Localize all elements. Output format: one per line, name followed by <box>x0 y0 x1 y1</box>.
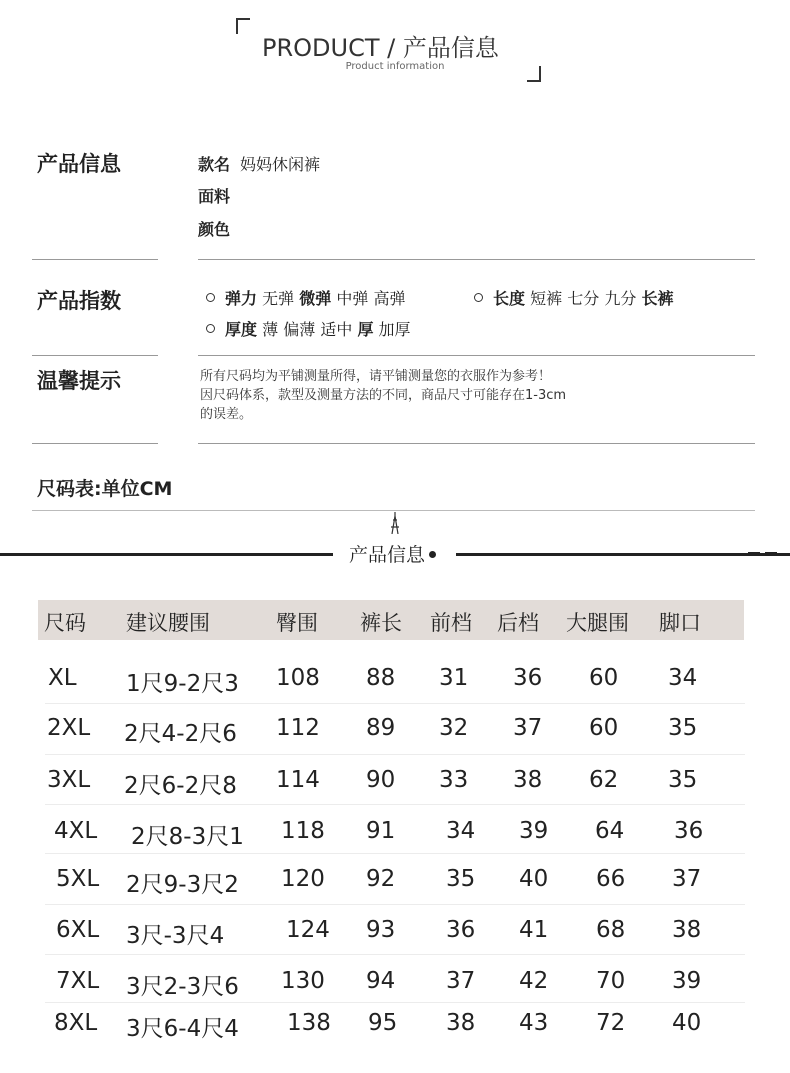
table-cell: 35 <box>668 767 698 793</box>
row-divider <box>45 853 745 854</box>
table-cell: 2尺8-3尺1 <box>131 824 244 850</box>
table-cell: 118 <box>281 818 325 844</box>
table-cell: 37 <box>446 968 476 994</box>
table-cell: 38 <box>446 1010 476 1036</box>
table-cell: 94 <box>366 968 396 994</box>
table-cell: 64 <box>595 818 625 844</box>
table-cell: 92 <box>366 866 396 892</box>
divider <box>32 510 755 511</box>
length-option: 九分 <box>604 289 637 308</box>
size-cell: 8XL <box>54 1010 98 1036</box>
header-title: PRODUCT / 产品信息 <box>262 34 499 62</box>
length-option-selected: 长裤 <box>641 289 674 308</box>
divider <box>198 259 755 260</box>
table-cell: 38 <box>513 767 543 793</box>
table-cell: 42 <box>519 968 549 994</box>
size-cell: XL <box>48 665 77 691</box>
table-cell: 93 <box>366 917 396 943</box>
table-cell: 36 <box>674 818 704 844</box>
table-cell: 38 <box>672 917 702 943</box>
table-cell: 1尺9-2尺3 <box>126 671 239 697</box>
length-index <box>474 286 673 309</box>
bullet-icon <box>206 324 215 333</box>
table-cell: 2尺6-2尺8 <box>124 773 237 799</box>
column-header: 后档 <box>497 611 539 635</box>
table-cell: 124 <box>286 917 330 943</box>
size-cell: 6XL <box>56 917 100 943</box>
divider <box>32 259 158 260</box>
table-cell: 2尺4-2尺6 <box>124 721 237 747</box>
table-cell: 37 <box>513 715 543 741</box>
table-cell: 70 <box>596 968 626 994</box>
banner-dot <box>429 551 436 558</box>
column-header: 大腿围 <box>566 611 629 635</box>
table-cell: 40 <box>519 866 549 892</box>
table-cell: 68 <box>596 917 626 943</box>
banner-dash <box>748 552 760 554</box>
thickness-option: 加厚 <box>378 320 411 339</box>
row-divider <box>45 754 745 755</box>
table-cell: 35 <box>446 866 476 892</box>
table-cell: 88 <box>366 665 396 691</box>
elastic-option: 中弹 <box>336 289 369 308</box>
divider <box>32 443 158 444</box>
table-cell: 41 <box>519 917 549 943</box>
eiffel-tower-icon <box>388 512 402 534</box>
field-color <box>198 217 240 240</box>
thickness-option: 薄 <box>262 320 279 339</box>
row-divider <box>45 1002 745 1003</box>
elastic-option-selected: 微弹 <box>299 289 332 308</box>
divider <box>198 443 755 444</box>
table-cell: 60 <box>589 665 619 691</box>
column-header: 建议腰围 <box>126 611 210 635</box>
table-cell: 62 <box>589 767 619 793</box>
banner-title: 产品信息 <box>349 544 426 566</box>
table-cell: 36 <box>446 917 476 943</box>
field-label: 款名 <box>198 155 231 174</box>
size-cell: 5XL <box>56 866 100 892</box>
column-header: 尺码 <box>44 611 86 635</box>
product-info-label: 产品信息 <box>37 152 121 176</box>
page-header <box>0 0 790 100</box>
size-cell: 4XL <box>54 818 98 844</box>
field-style-name <box>198 152 320 175</box>
row-divider <box>45 904 745 905</box>
banner-dash <box>765 552 777 554</box>
table-cell: 95 <box>368 1010 398 1036</box>
table-cell: 3尺-3尺4 <box>126 923 225 949</box>
thickness-index <box>206 317 411 340</box>
bullet-icon <box>206 293 215 302</box>
table-cell: 32 <box>439 715 469 741</box>
table-cell: 39 <box>672 968 702 994</box>
size-cell: 7XL <box>56 968 100 994</box>
divider <box>32 355 158 356</box>
size-chart-heading: 尺码表:单位CM <box>37 478 173 500</box>
tips-label: 温馨提示 <box>37 369 121 393</box>
table-cell: 60 <box>589 715 619 741</box>
tip-line: 因尺码体系，款型及测量方法的不同，商品尺寸可能存在1-3cm <box>200 388 567 403</box>
divider <box>198 355 755 356</box>
table-cell: 66 <box>596 866 626 892</box>
table-cell: 130 <box>281 968 325 994</box>
table-cell: 3尺2-3尺6 <box>126 974 239 1000</box>
header-subtitle: Product information <box>345 61 445 72</box>
column-header: 脚口 <box>659 611 701 635</box>
table-cell: 72 <box>596 1010 626 1036</box>
column-header: 前档 <box>430 611 472 635</box>
column-header: 臀围 <box>276 611 318 635</box>
row-divider <box>45 804 745 805</box>
bullet-icon <box>474 293 483 302</box>
length-label: 长度 <box>493 289 526 308</box>
row-divider <box>45 954 745 955</box>
table-cell: 39 <box>519 818 549 844</box>
tip-line: 所有尺码均为平铺测量所得，请平铺测量您的衣服作为参考！ <box>200 369 552 384</box>
field-label: 颜色 <box>198 220 231 239</box>
size-cell: 2XL <box>47 715 91 741</box>
table-cell: 120 <box>281 866 325 892</box>
elastic-option: 高弹 <box>373 289 406 308</box>
column-header: 裤长 <box>360 611 402 635</box>
table-cell: 34 <box>668 665 698 691</box>
length-option: 七分 <box>567 289 600 308</box>
table-cell: 138 <box>287 1010 331 1036</box>
row-divider <box>45 703 745 704</box>
banner-rule-left <box>0 553 333 556</box>
table-cell: 108 <box>276 665 320 691</box>
table-cell: 35 <box>668 715 698 741</box>
banner-rule-right <box>456 553 790 556</box>
table-cell: 37 <box>672 866 702 892</box>
table-cell: 31 <box>439 665 469 691</box>
tip-line: 的误差。 <box>200 407 253 422</box>
table-cell: 40 <box>672 1010 702 1036</box>
tips-text <box>200 367 566 424</box>
table-cell: 36 <box>513 665 543 691</box>
table-cell: 91 <box>366 818 396 844</box>
thickness-option: 偏薄 <box>283 320 316 339</box>
table-cell: 90 <box>366 767 396 793</box>
size-cell: 3XL <box>47 767 91 793</box>
table-cell: 3尺6-4尺4 <box>126 1016 239 1042</box>
table-cell: 2尺9-3尺2 <box>126 872 239 898</box>
corner-bracket-bottom-right <box>527 66 541 82</box>
field-label: 面料 <box>198 187 231 206</box>
elastic-label: 弹力 <box>225 289 258 308</box>
table-cell: 89 <box>366 715 396 741</box>
thickness-option-selected: 厚 <box>357 320 374 339</box>
table-cell: 114 <box>276 767 320 793</box>
elastic-index <box>206 286 405 309</box>
elastic-option: 无弹 <box>262 289 295 308</box>
table-cell: 34 <box>446 818 476 844</box>
length-option: 短裤 <box>530 289 563 308</box>
corner-bracket-top-left <box>236 18 250 34</box>
product-index-label: 产品指数 <box>37 289 121 313</box>
field-fabric <box>198 184 240 207</box>
table-cell: 33 <box>439 767 469 793</box>
table-cell: 112 <box>276 715 320 741</box>
table-cell: 43 <box>519 1010 549 1036</box>
field-value: 妈妈休闲裤 <box>240 155 321 174</box>
thickness-option: 适中 <box>320 320 353 339</box>
thickness-label: 厚度 <box>225 320 258 339</box>
